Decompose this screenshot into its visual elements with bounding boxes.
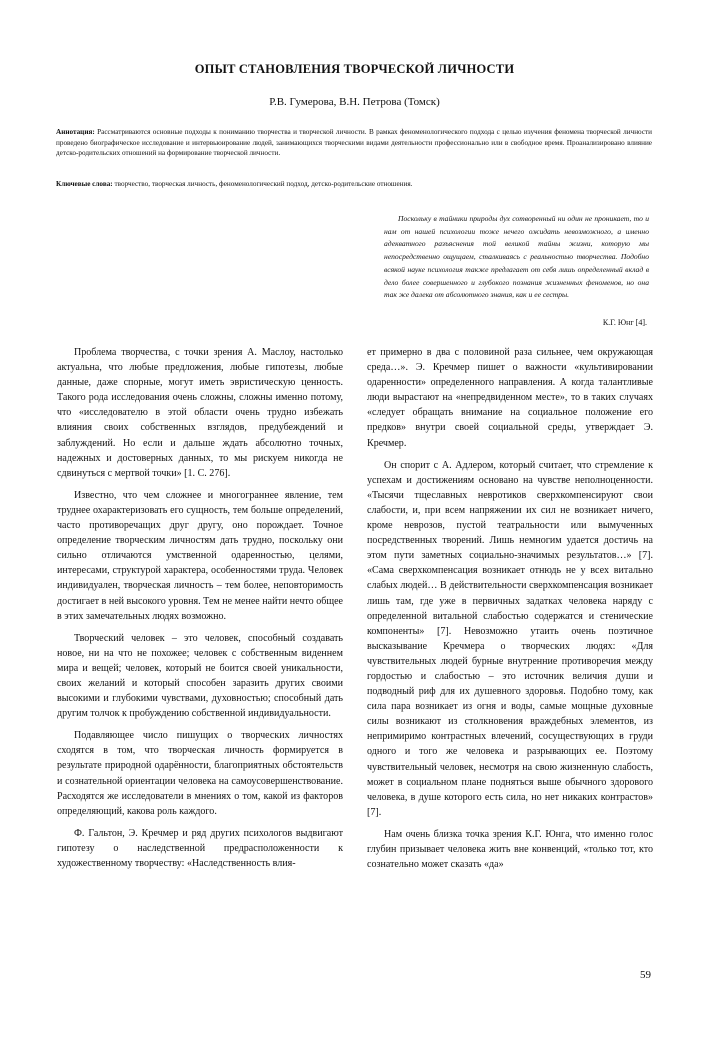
- keywords: [56, 179, 652, 190]
- paragraph: Творческий человек – это человек, способный создавать новое, ни на что не похожее; человек с собственным виденнем мира и вещей; человек, который не боится своей уникальности, своих желаний и который способен заразить других своими высокими и глубокими чувствами, духовностью; способный дать другим толчок к пробуждению собственной индивидуальности.: [57, 632, 343, 720]
- paragraph: Он спорит с А. Адлером, который считает, что стремление к успехам и достижениям основано на чувстве неполноценности. «Тысячи тщеславных невротиков сверхкомпенсируют свои слабости, и, при всем напряжении их сил не возникает ничего, кроме неврозов, пустой театральности или вымученных посредственных творений. Лишь немногим удается достичь на этом пути заметных социально-значимых результатов…» [7]. «Сама сверхкомпенсация возникает отнюдь не у всех витально слабых людей… В действительности сверхкомпенсация возникает лишь там, где уже в первичных задатках человека наряду с определенной витальной слабостью содержатся и стенические компоненты» [7]. Невозможно утаить очень поэтичное высказывание Кречмера о творческих людях: «Для чувствительных людей бурные внутренние противоречия между гордостью и слабостью – это источник величия души и подводный риф для их душевного здоровья. Подобно тому, как сила пара возникает из огня и воды, самые мощные духовные силы возникают из столкновения враждебных элементов, из непримиримо контрастных влечений, сосуществующих в груди одного и того же человека и разрывающих ее. Поэтому чувствительный человек, несмотря на свою жизненную слабость, может в социальном плане подняться выше обычного здорового человека, в душе которого есть сила, но нет никаких контрастов» [7].: [367, 459, 653, 818]
- paragraph: Проблема творчества, с точки зрения А. Маслоу, настолько актуальна, что любые предложения, любые гипотезы, любые данные, даже спорные, могут иметь эвристическую ценность. Такого рода исследования очень сложны, сложны именно потому, что «исследователю в этой области очень трудно избежать влияния своих собственных взглядов, предубеждений и заблуждений. Но если и дальше ждать абсолютно точных, надежных и достоверных данных, то мы рискуем никогда не сдвинуться с мертвой точки» [1. С. 276].: [57, 347, 343, 479]
- article-authors: Р.В. Гумерова, В.Н. Петрова (Томск): [269, 96, 440, 108]
- left-column: [57, 345, 343, 878]
- epigraph-author: К.Г. Юнг [4].: [602, 318, 647, 327]
- page-number: 59: [640, 969, 651, 981]
- article-title: ОПЫТ СТАНОВЛЕНИЯ ТВОРЧЕСКОЙ ЛИЧНОСТИ: [194, 62, 515, 76]
- paragraph: Ф. Гальтон, Э. Кречмер и ряд других психологов выдвигают гипотезу о наследственной предрасположенности к художественному творчеству: «Наследственность влия-: [57, 827, 343, 869]
- abstract-label: Аннотация:: [56, 128, 95, 136]
- paragraph: ет примерно в два с половиной раза сильнее, чем окружающая среда…». Э. Кречмер пишет о важности «культивировании одаренности» определенного направления. А когда талантливые люди вырастают на «непредвиденном месте», то в таких случаях «следует обращать внимание на социальное положение его предков» внутри своей социальной среды, утверждает Э. Кречмер.: [367, 347, 653, 449]
- paragraph: Подавляющее число пишущих о творческих личностях сходятся в том, что творческая личность формируется в результате природной одарённости, благоприятных обстоятельств и сознательной ориентации человека на самоусовершенствование. Расходятся же исследователи в мнениях о том, какой из факторов определяющий, какова роль каждого.: [57, 730, 343, 817]
- keywords-text: творчество, творческая личность, феноменологический подход, детско-родительские отношения.: [114, 180, 413, 188]
- paragraph: Нам очень близка точка зрения К.Г. Юнга, что именно голос глубин призывает человека жить вне конвенций, «только тот, кто сознательно может сказать «да»: [367, 828, 653, 871]
- abstract-text: Рассматриваются основные подходы к пониманию творчества и творческой личности. В рамках феноменологического подхода с целью изучения феномена творческой личности проведено биографическое исследование и интервьюирование людей, занимающихся творческими видами деятельности профессионально или в свободное время. Проанализировано влияние детско-родительских отношений на формирование творческой личности.: [56, 128, 652, 158]
- paragraph: Известно, что чем сложнее и многограннее явление, тем труднее охарактеризовать его сущность, тем больше определений, часто противоречащих друг другу, оно порождает. Точное определение творческим личностям дать трудно, поскольку они сильно отличаются умственной одаренностью, целями, интересами, структурой характера, особенностями труда. Человек индивидуален, творческая личность – тем более, неповторимость достигает в ней высокого уровня. Тем не менее найти нечто общее в этих замечательных людях возможно.: [57, 489, 343, 622]
- epigraph: Поскольку в тайники природы дух сотворенный ни один не проникает, то и нам от нашей психологии тоже нечего ожидать невозможного, а именно адекватного разъяснения той великой тайны жизни, которую мы непосредственно ощущаем, сталкиваясь с реальностью творчества. Подобно всякой науке психология также предлагает от себя лишь определенный вклад в дело более совершенного и глубокого познания жизненных феноменов, но она так же далека от абсолютного знания, как и ее сестры.: [384, 214, 649, 300]
- abstract: [56, 127, 652, 159]
- keywords-label: Ключевые слова:: [56, 180, 113, 188]
- right-column: [367, 345, 653, 879]
